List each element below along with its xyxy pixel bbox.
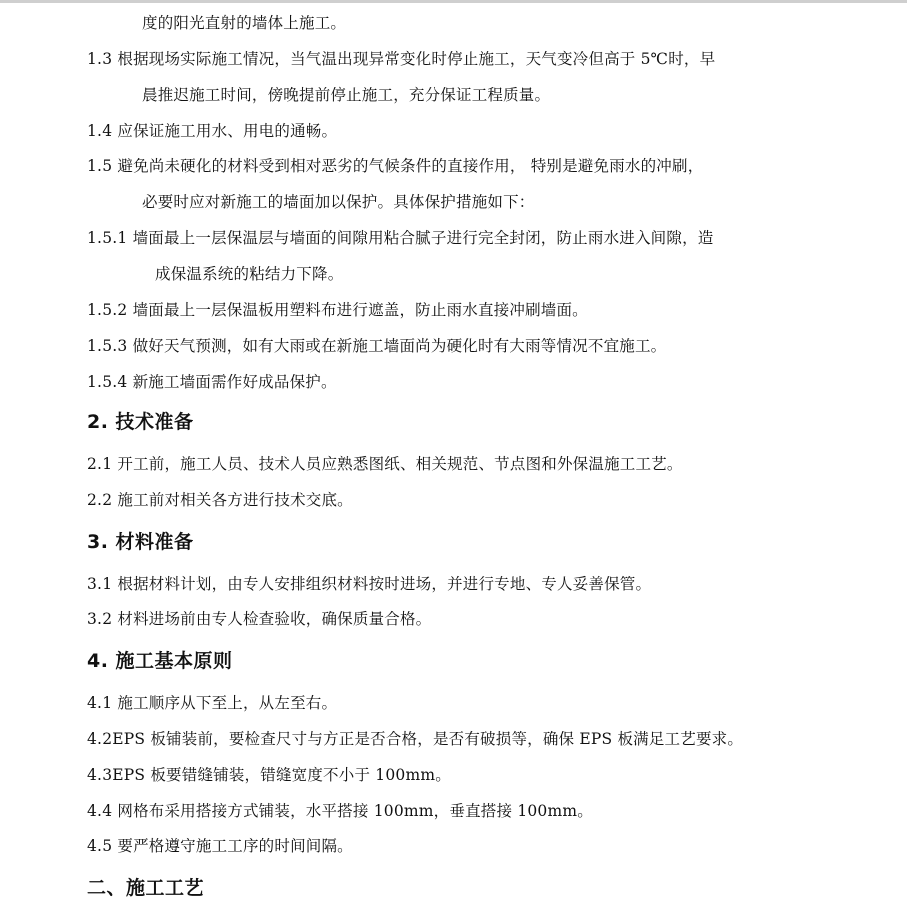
text-line: 4.1 施工顺序从下至上，从左至右。 [87,694,338,712]
text-line: 2.2 施工前对相关各方进行技术交底。 [87,491,353,509]
text-line: 1.5.1 墙面最上一层保温层与墙面的间隙用粘合腻子进行完全封闭，防止雨水进入间隙，造 [87,229,714,247]
page-top-rule [0,0,907,3]
text-line: 4.5 要严格遵守施工工序的时间间隔。 [87,837,353,855]
text-line: 度的阳光直射的墙体上施工。 [142,14,347,32]
text-line: 1.5.2 墙面最上一层保温板用塑料布进行遮盖，防止雨水直接冲刷墙面。 [87,301,588,319]
section-heading: 3. 材料准备 [87,531,194,553]
text-line: 1.4 应保证施工用水、用电的通畅。 [87,122,338,140]
text-line: 1.3 根据现场实际施工情况，当气温出现异常变化时停止施工，天气变冷但高于 5℃时，早 [87,50,716,68]
text-line: 3.2 材料进场前由专人检查验收，确保质量合格。 [87,610,432,628]
text-line: 2.1 开工前，施工人员、技术人员应熟悉图纸、相关规范、节点图和外保温施工工艺。 [87,455,683,473]
chapter-heading: 二、施工工艺 [87,877,205,899]
text-line: 1.5.4 新施工墙面需作好成品保护。 [87,373,337,391]
text-line: 4.3EPS 板要错缝铺装，错缝宽度不小于 100mm。 [87,766,451,784]
text-line: 4.2EPS 板铺装前，要检查尺寸与方正是否合格，是否有破损等，确保 EPS 板满足工艺要求。 [87,730,744,748]
section-heading: 2. 技术准备 [87,411,194,433]
text-line: 1.5.3 做好天气预测，如有大雨或在新施工墙面尚为硬化时有大雨等情况不宜施工。 [87,337,667,355]
text-line: 晨推迟施工时间，傍晚提前停止施工，充分保证工程质量。 [142,86,551,104]
text-line: 4.4 网格布采用搭接方式铺装，水平搭接 100mm，垂直搭接 100mm。 [87,802,593,820]
text-line: 必要时应对新施工的墙面加以保护。具体保护措施如下： [142,193,535,211]
text-line: 3.1 根据材料计划，由专人安排组织材料按时进场，并进行专地、专人妥善保管。 [87,575,652,593]
text-line: 1.5 避免尚未硬化的材料受到相对恶劣的气候条件的直接作用， 特别是避免雨水的冲刷， [87,157,704,175]
section-heading: 4. 施工基本原则 [87,650,233,672]
text-line: 成保温系统的粘结力下降。 [155,265,344,283]
